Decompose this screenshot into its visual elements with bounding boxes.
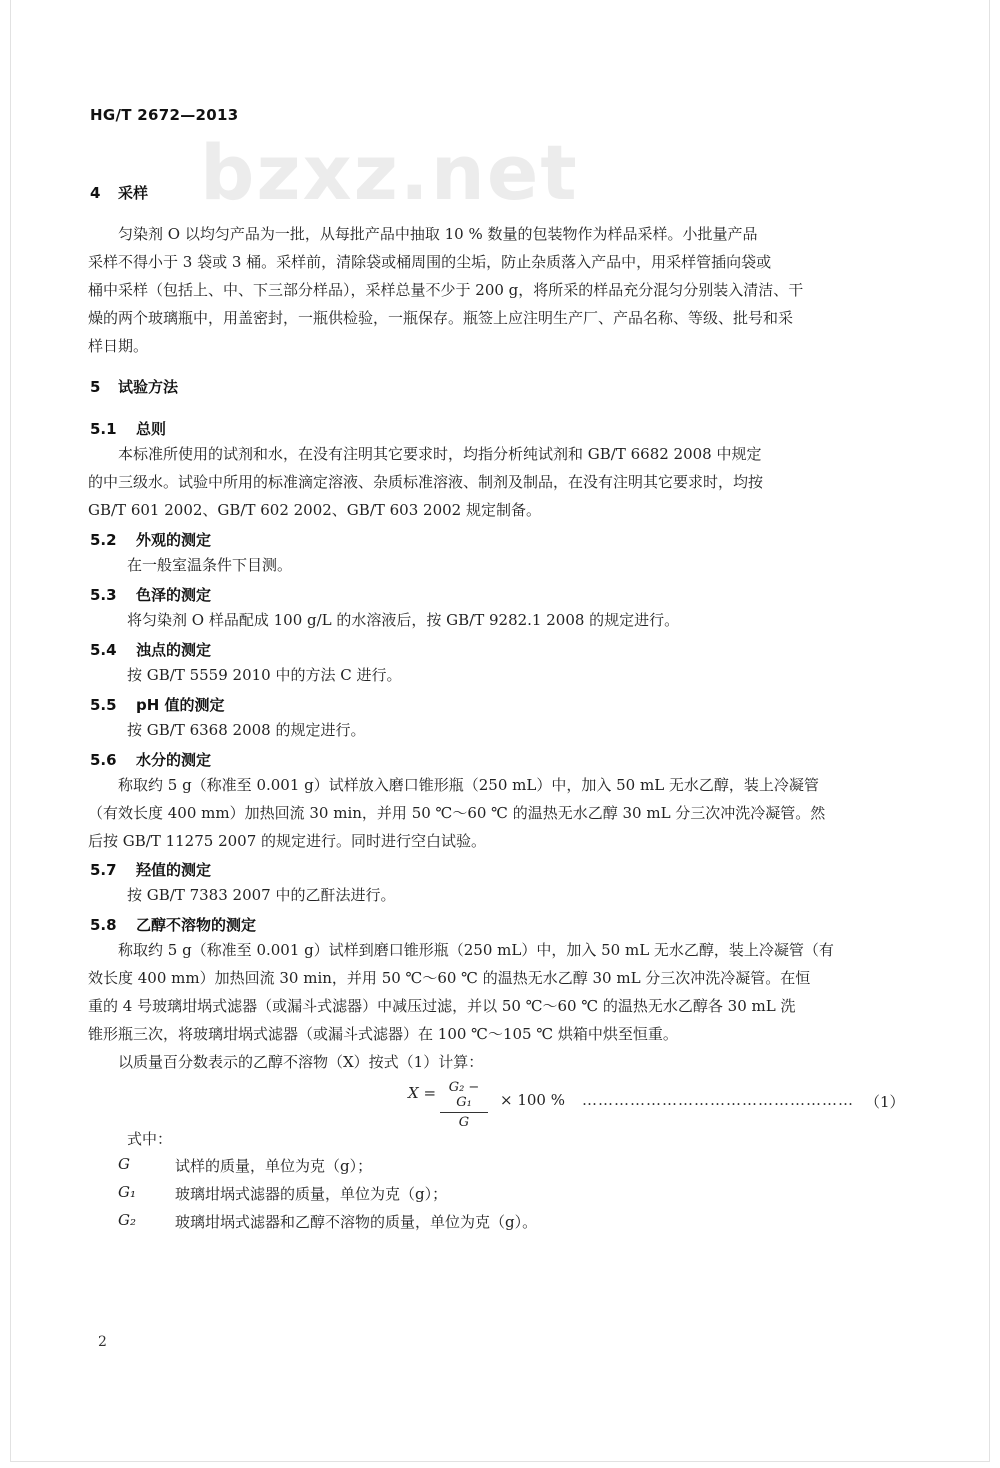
subsection-number: 5.6 xyxy=(90,751,117,769)
formula-numerator: G₂ − G₁ xyxy=(448,1080,480,1110)
legend-description: 玻璃坩埚式滤器的质量，单位为克（g）； xyxy=(175,1185,448,1203)
subsection-5-7-text: 按 GB/T 7383 2007 中的乙酐法进行。 xyxy=(127,886,396,904)
subsection-title: 乙醇不溶物的测定 xyxy=(136,916,257,934)
subsection-number: 5.1 xyxy=(90,420,117,438)
subsection-title: 色泽的测定 xyxy=(136,586,212,604)
subsection-title: pH 值的测定 xyxy=(136,696,225,714)
paragraph-line: 后按 GB/T 11275 2007 的规定进行。同时进行空白试验。 xyxy=(88,832,487,850)
paragraph-line: 重的 4 号玻璃坩埚式滤器（或漏斗式滤器）中减压过滤，并以 50 ℃～60 ℃ 的温热无水乙醇各 30 mL 洗 xyxy=(88,997,796,1015)
fraction-bar xyxy=(440,1112,488,1113)
formula-times: × 100 % xyxy=(500,1091,565,1109)
subsection-5-4-text: 按 GB/T 5559 2010 中的方法 C 进行。 xyxy=(127,666,402,684)
section-4-heading xyxy=(90,182,148,203)
subsection-title: 水分的测定 xyxy=(136,751,212,769)
legend-description: 试样的质量，单位为克（g）； xyxy=(175,1157,373,1175)
subsection-5-3-text: 将匀染剂 O 样品配成 100 g/L 的水溶液后，按 GB/T 9282.1 2008 的规定进行。 xyxy=(127,611,680,629)
paragraph-line: 的中三级水。试验中所用的标准滴定溶液、杂质标准溶液、制剂及制品，在没有注明其它要求时，均按 xyxy=(88,473,764,491)
section-number: 4 xyxy=(90,184,101,202)
page-number: 2 xyxy=(98,1334,107,1350)
paragraph-line: 称取约 5 g（称准至 0.001 g）试样放入磨口锥形瓶（250 mL）中，加入 50 mL 无水乙醇，装上冷凝管 xyxy=(118,776,819,794)
subsection-5-8-heading xyxy=(90,914,256,935)
legend-symbol: G₂ xyxy=(118,1211,136,1229)
subsection-5-8-body xyxy=(88,936,896,1076)
subsection-title: 浊点的测定 xyxy=(136,641,212,659)
section-title: 试验方法 xyxy=(118,378,179,396)
paragraph-line: 称取约 5 g（称准至 0.001 g）试样到磨口锥形瓶（250 mL）中，加入 50 mL 无水乙醇，装上冷凝管（有 xyxy=(118,941,834,959)
subsection-number: 5.3 xyxy=(90,586,117,604)
subsection-5-1-body xyxy=(88,440,896,524)
subsection-number: 5.4 xyxy=(90,641,117,659)
section-number: 5 xyxy=(90,378,101,396)
standard-number: HG/T 2672—2013 xyxy=(90,106,239,124)
legend-symbol: G₁ xyxy=(118,1183,136,1201)
paragraph-line: 效长度 400 mm）加热回流 30 min，并用 50 ℃～60 ℃ 的温热无水乙醇 30 mL 分三次冲洗冷凝管。在恒 xyxy=(88,969,811,987)
paragraph-line: 本标准所使用的试剂和水，在没有注明其它要求时，均指分析纯试剂和 GB/T 6682 2008 中规定 xyxy=(118,445,762,463)
subsection-title: 羟值的测定 xyxy=(136,861,212,879)
equation-number: （1） xyxy=(865,1093,905,1111)
subsection-5-2-heading xyxy=(90,529,211,550)
paragraph-line: 燥的两个玻璃瓶中，用盖密封，一瓶供检验，一瓶保存。瓶签上应注明生产厂、产品名称、等级、批号和采 xyxy=(88,309,794,327)
paragraph-line: 锥形瓶三次，将玻璃坩埚式滤器（或漏斗式滤器）在 100 ℃～105 ℃ 烘箱中烘至恒重。 xyxy=(88,1025,678,1043)
subsection-5-5-text: 按 GB/T 6368 2008 的规定进行。 xyxy=(127,721,366,739)
subsection-title: 外观的测定 xyxy=(136,531,212,549)
subsection-5-7-heading xyxy=(90,859,211,880)
subsection-title: 总则 xyxy=(136,420,167,438)
formula-fraction xyxy=(440,1080,488,1130)
paragraph-line: 匀染剂 O 以均匀产品为一批，从每批产品中抽取 10 % 数量的包装物作为样品采样。小批量产品 xyxy=(118,225,758,243)
section-title: 采样 xyxy=(118,184,149,202)
legend-description: 玻璃坩埚式滤器和乙醇不溶物的质量，单位为克（g）。 xyxy=(175,1213,538,1231)
subsection-number: 5.8 xyxy=(90,916,117,934)
subsection-number: 5.5 xyxy=(90,696,117,714)
paragraph-line: 桶中采样（包括上、中、下三部分样品），采样总量不少于 200 g，将所采的样品充分混匀分别装入清洁、干 xyxy=(88,281,804,299)
formula-denominator: G xyxy=(458,1115,470,1130)
subsection-5-5-heading xyxy=(90,694,225,715)
paragraph-line: GB/T 601 2002、GB/T 602 2002、GB/T 603 2002 规定制备。 xyxy=(88,501,541,519)
subsection-5-3-heading xyxy=(90,584,211,605)
subsection-5-6-heading xyxy=(90,749,211,770)
calc-intro: 以质量百分数表示的乙醇不溶物（X）按式（1）计算： xyxy=(118,1053,484,1071)
section-5-heading xyxy=(90,376,178,397)
subsection-number: 5.7 xyxy=(90,861,117,879)
subsection-5-1-heading xyxy=(90,418,166,439)
subsection-5-6-body xyxy=(88,771,896,855)
paragraph-line: （有效长度 400 mm）加热回流 30 min，并用 50 ℃～60 ℃ 的温热无水乙醇 30 mL 分三次冲洗冷凝管。然 xyxy=(88,804,826,822)
section-4-body xyxy=(88,220,896,360)
subsection-5-2-text: 在一般室温条件下目测。 xyxy=(127,556,293,574)
legend-intro: 式中： xyxy=(127,1130,173,1148)
legend-symbol: G xyxy=(118,1155,130,1173)
paragraph-line: 采样不得小于 3 袋或 3 桶。采样前，清除袋或桶周围的尘垢，防止杂质落入产品中，用采样管插向袋或 xyxy=(88,253,772,271)
subsection-5-4-heading xyxy=(90,639,211,660)
formula-lhs: X = xyxy=(408,1084,437,1102)
subsection-number: 5.2 xyxy=(90,531,117,549)
paragraph-line: 样日期。 xyxy=(88,337,149,355)
formula-leader: …………………………………………… xyxy=(582,1091,854,1109)
watermark: bzxz.net xyxy=(200,128,579,217)
